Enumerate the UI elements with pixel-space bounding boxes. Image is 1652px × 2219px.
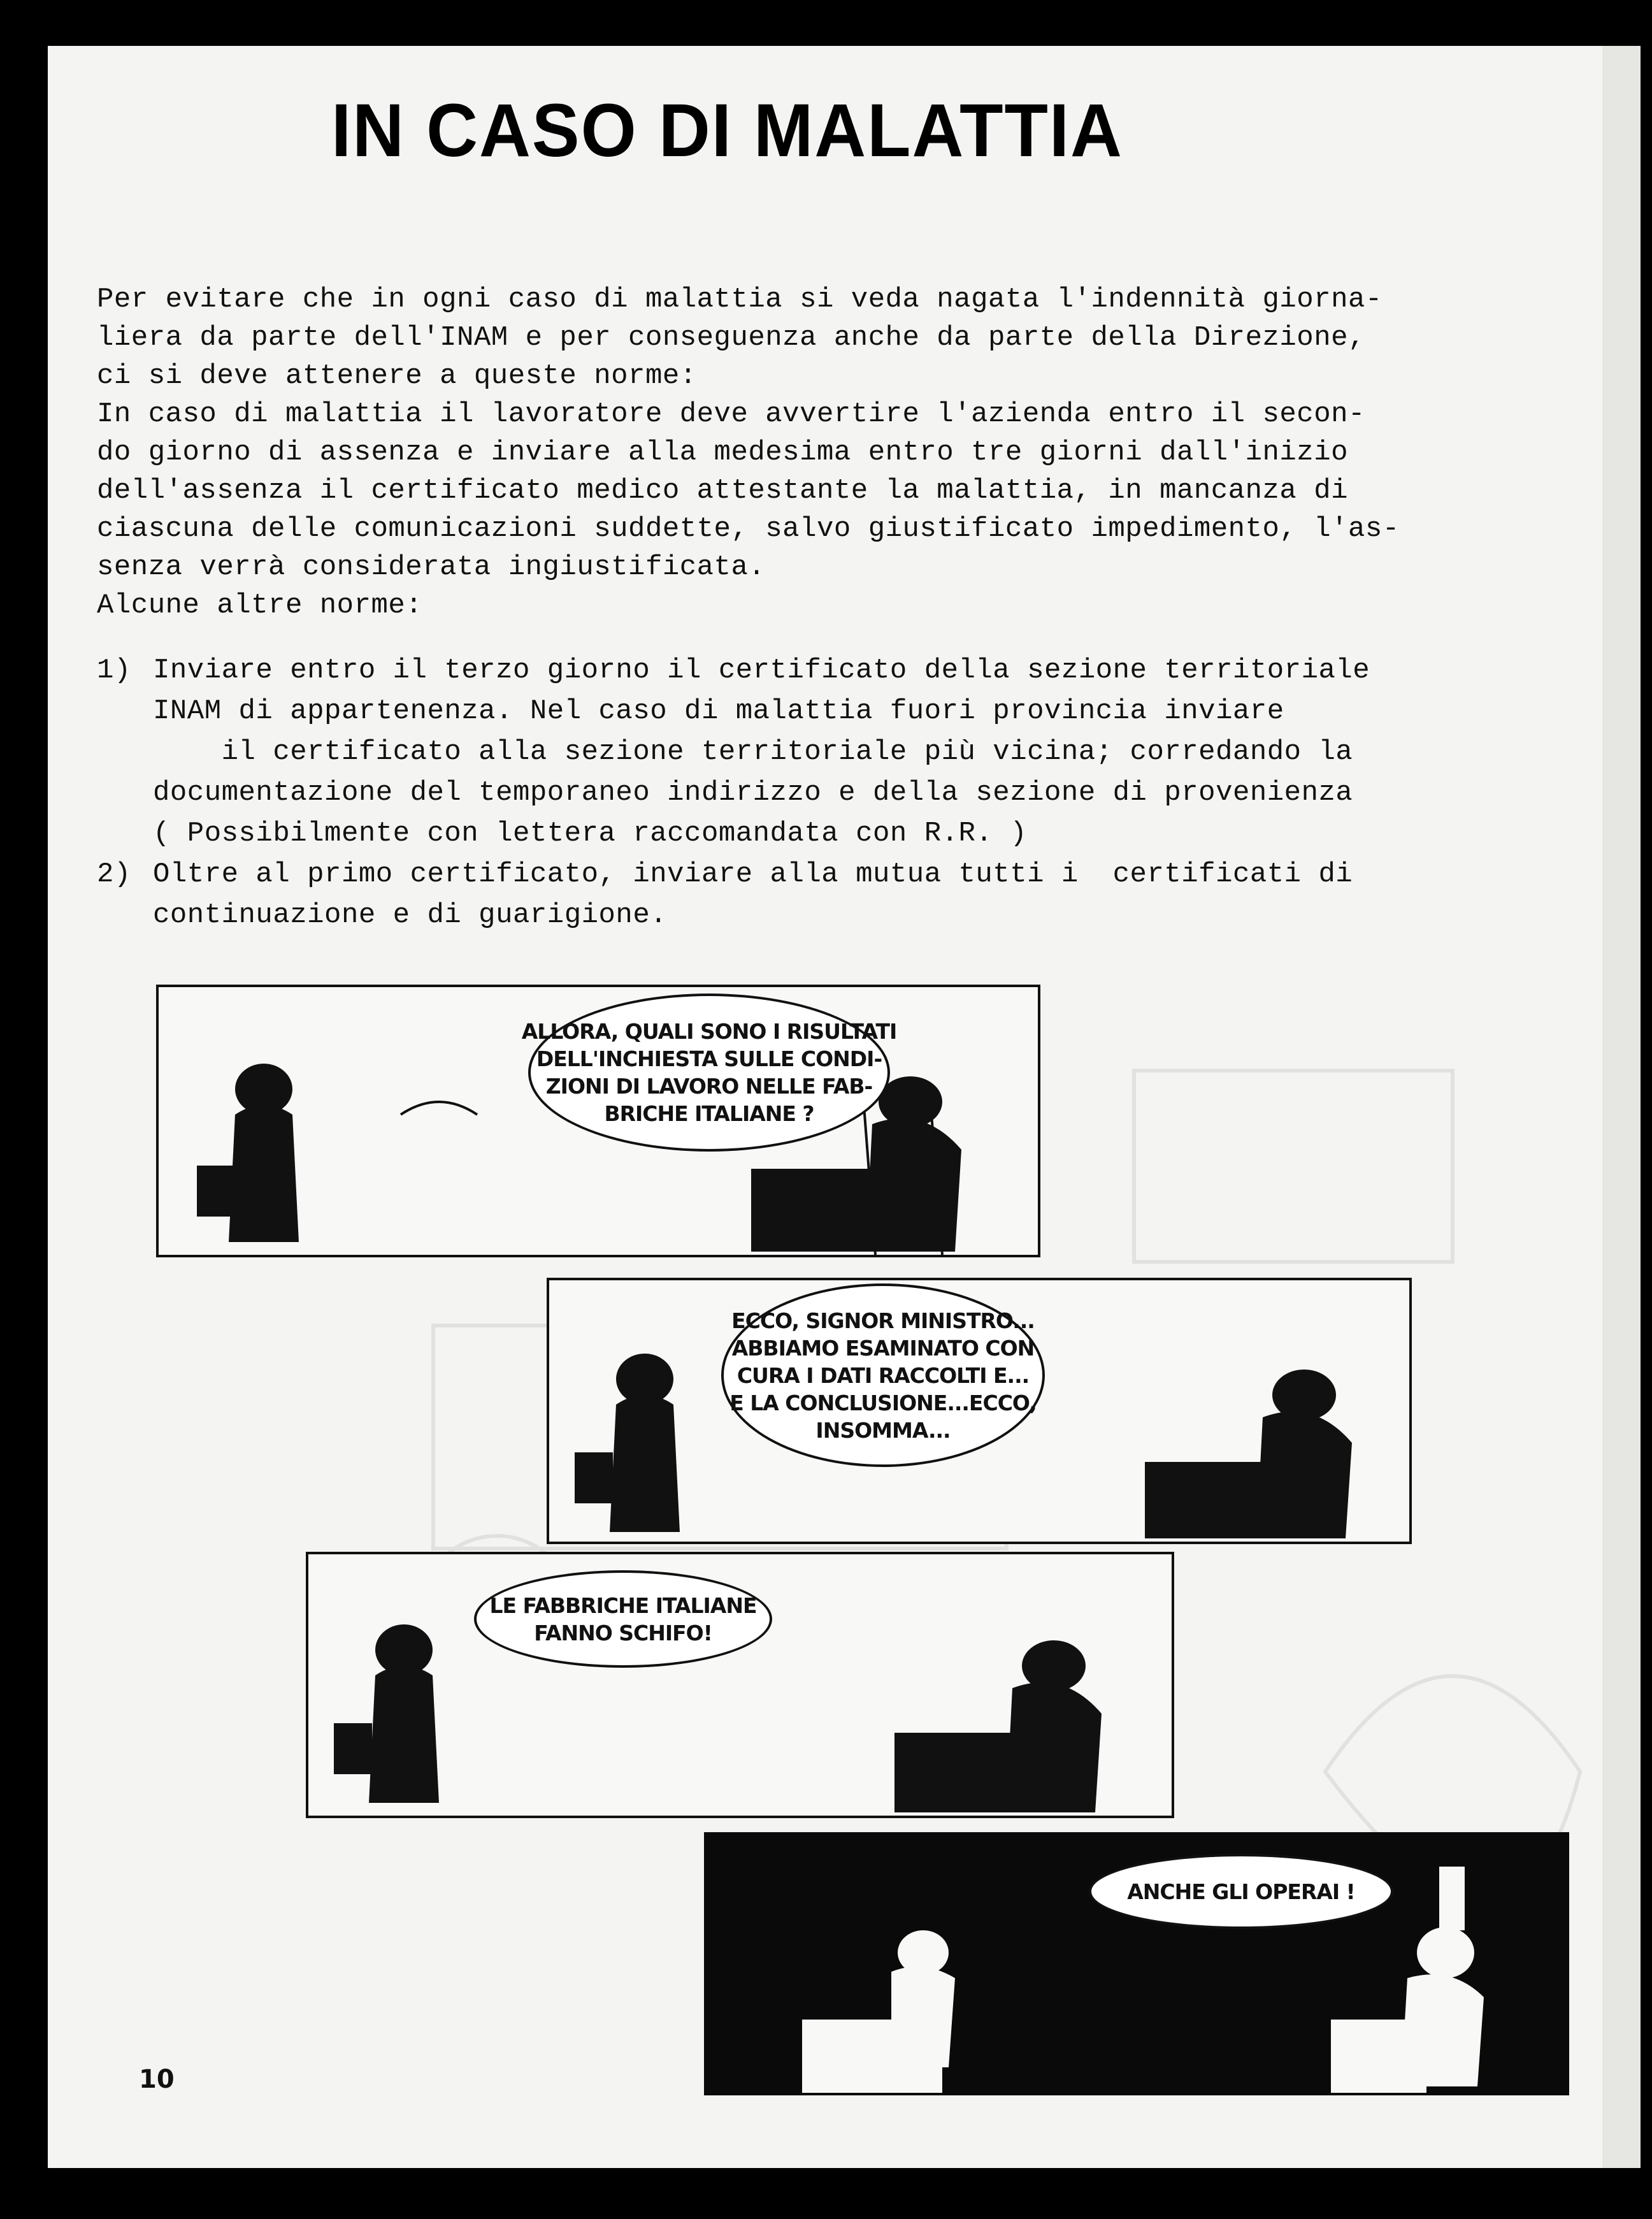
bubble-line: ALLORA, QUALI SONO I RISULTATI [521,1019,897,1044]
speech-bubble-3 [474,1570,772,1668]
bubble-line: INSOMMA... [815,1417,951,1443]
text-line: Per evitare che in ogni caso di malattia si veda nagata l'indennità giorna- [97,284,1383,315]
norm-number: 2) [97,858,131,890]
text-line: continuazione e di guarigione. [153,899,668,931]
speech-bubble-1 [521,994,897,1152]
text-line: ( Possibilmente con lettera raccomandata con R.R. ) [153,818,1028,849]
text-line: Oltre al primo certificato, inviare alla mutua tutti i certificati di [153,858,1353,890]
comic-panel-4 [704,1832,1569,2095]
text-line: il certificato alla sezione territoriale più vicina; corredando la [153,736,1353,768]
page-edge [1602,46,1641,2168]
bubble-line: ANCHE GLI OPERAI ! [1127,1879,1355,1904]
text-line: dell'assenza il certificato medico attestante la malattia, in mancanza di [97,475,1349,507]
norm-text [153,650,1370,854]
bubble-line: ABBIAMO ESAMINATO CON [731,1335,1035,1361]
norm-number: 1) [97,654,131,686]
text-line: documentazione del temporaneo indirizzo e della sezione di provenienza [153,777,1353,809]
text-line: ciascuna delle comunicazioni suddette, salvo giustificato impedimento, l'as- [97,513,1400,545]
comic-panel-2 [547,1278,1412,1544]
norm-text [153,854,1353,936]
bubble-line: E LA CONCLUSIONE...ECCO, [729,1390,1037,1415]
text-line: senza verrà considerata ingiustificata. [97,551,766,583]
speech-bubble-2 [721,1283,1045,1467]
text-line: In caso di malattia il lavoratore deve avvertire l'azienda entro il secon- [97,398,1365,430]
norm-item-2 [97,854,1353,976]
text-line: Inviare entro il terzo giorno il certificato della sezione territoriale [153,654,1370,686]
text-line: INAM di appartenenza. Nel caso di malattia fuori provincia inviare [153,695,1284,727]
page-title: IN CASO DI MALATTIA [331,88,1123,173]
bubble-line: ECCO, SIGNOR MINISTRO... [731,1308,1035,1333]
text-line: do giorno di assenza e inviare alla medesima entro tre giorni dall'inizio [97,437,1349,468]
page-number: 10 [139,2065,175,2094]
bubble-line: CURA I DATI RACCOLTI E... [736,1362,1030,1388]
intro-paragraph [97,280,1562,625]
speech-bubble-4 [1089,1854,1393,1929]
bubble-line: BRICHE ITALIANE ? [604,1101,814,1126]
text-line: Alcune altre norme: [97,589,423,621]
bubble-line: ZIONI DI LAVORO NELLE FAB- [545,1074,873,1099]
norm-item-1 [97,650,1370,849]
bubble-line: DELL'INCHIESTA SULLE CONDI- [536,1046,882,1071]
bubble-line: LE FABBRICHE ITALIANE [489,1593,757,1618]
comic-panel-3 [306,1552,1174,1818]
text-line: ci si deve attenere a queste norme: [97,360,697,392]
comic-panel-1 [156,985,1040,1257]
bubble-line: FANNO SCHIFO! [534,1620,712,1645]
text-line: liera da parte dell'INAM e per conseguenza anche da parte della Direzione, [97,322,1365,354]
